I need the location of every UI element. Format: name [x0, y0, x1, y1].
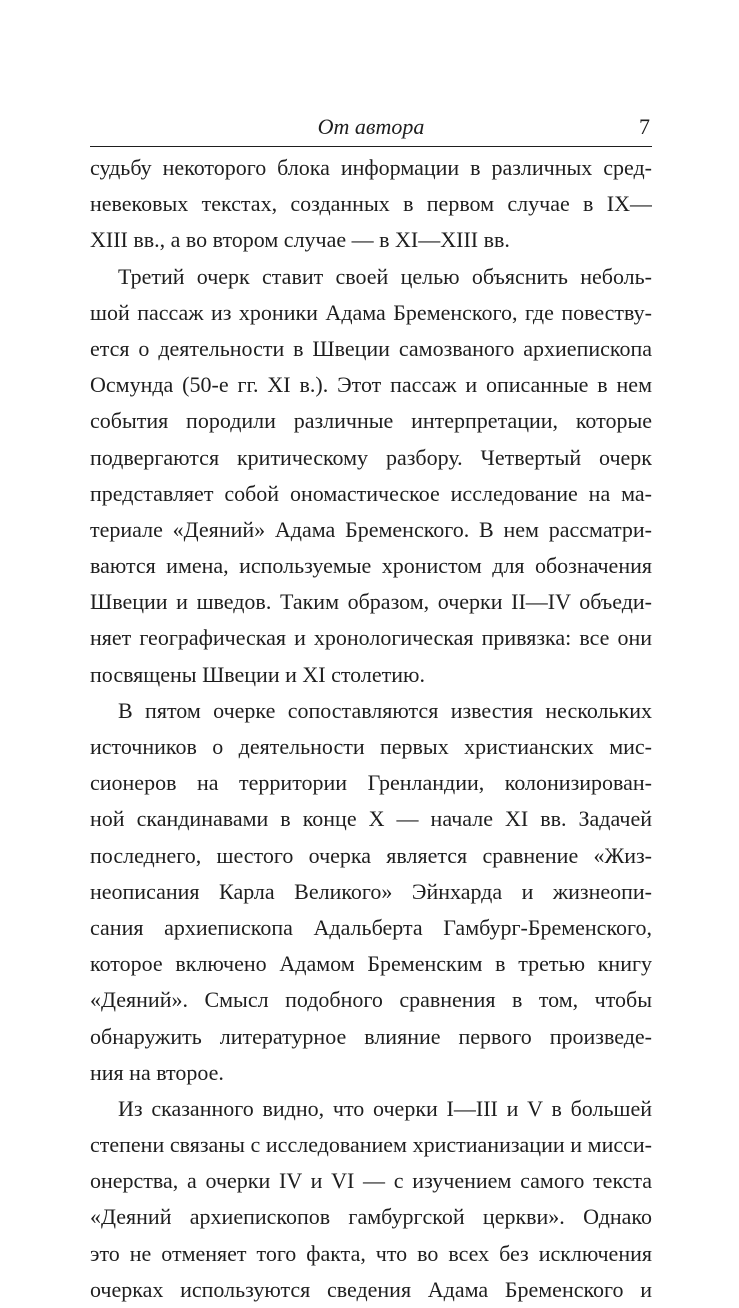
text-line: ния на второе. — [90, 1059, 224, 1085]
text-line: источников о деятельности первых христианских мис- — [90, 734, 652, 759]
text-line: онерства, а очерки IV и VI — с изучением самого текста — [90, 1168, 652, 1194]
running-title: От автора — [317, 114, 425, 139]
running-header — [90, 112, 652, 146]
page-number: 7 — [639, 114, 650, 139]
text-line: Швеции и шведов. Таким образом, очерки II—IV объеди- — [90, 589, 652, 615]
text-line: события породили различные интерпретации, которые — [90, 408, 652, 434]
paragraph — [90, 693, 652, 1091]
text-line: невековых текстах, созданных в первом случае в IX— — [90, 191, 652, 217]
paragraph — [90, 1091, 652, 1308]
text-line: териале «Деяний» Адама Бременского. В нем рассматри- — [90, 516, 652, 542]
paragraph — [90, 150, 652, 259]
text-line: сания архиепископа Адальберта Гамбург-Бременского, — [90, 914, 652, 940]
text-line: представляет собой ономастическое исследование на ма- — [90, 480, 652, 506]
text-line: обнаружить литературное влияние первого произведе- — [90, 1023, 652, 1049]
paragraph — [90, 259, 652, 693]
text-line: посвящены Швеции и XI столетию. — [90, 661, 425, 687]
text-line: последнего, шестого очерка является сравнение «Жиз- — [90, 842, 652, 868]
text-line: судьбу некоторого блока информации в различных сред- — [90, 155, 652, 180]
header-rule — [90, 146, 652, 147]
text-line: которое включено Адамом Бременским в третью книгу — [90, 951, 652, 977]
text-line: ной скандинавами в конце X — начале XI вв. Задачей — [90, 806, 652, 832]
text-line: это не отменяет того факта, что во всех без исключения — [90, 1240, 652, 1266]
text-line: В пятом очерке сопоставляются известия нескольких — [118, 697, 652, 723]
text-line: Осмунда (50-е гг. XI в.). Этот пассаж и описанные в нем — [90, 372, 652, 398]
text-line: XIII вв., а во втором случае — в XI—XIII вв. — [90, 227, 510, 253]
text-line: ваются имена, используемые хронистом для обозначения — [90, 553, 652, 579]
text-line: сионеров на территории Гренландии, колонизирован- — [90, 770, 652, 796]
text-line: подвергаются критическому разбору. Четвертый очерк — [90, 444, 652, 470]
text-line: шой пассаж из хроники Адама Бременского, где повеству- — [90, 299, 652, 325]
text-line: «Деяний». Смысл подобного сравнения в том, чтобы — [90, 987, 652, 1013]
text-line: ется о деятельности в Швеции самозваного архиепископа — [90, 335, 652, 361]
text-line: очерках используются сведения Адама Бременского и — [90, 1276, 652, 1302]
text-line: «Деяний архиепископов гамбургской церкви». Однако — [90, 1204, 652, 1230]
text-line: няет географическая и хронологическая привязка: все они — [90, 625, 652, 651]
text-line: неописания Карла Великого» Эйнхарда и жизнеопи- — [90, 878, 652, 904]
text-line: Из сказанного видно, что очерки I—III и V в большей — [118, 1095, 652, 1121]
text-line: Третий очерк ставит своей целью объяснить неболь- — [118, 263, 652, 289]
text-line: степени связаны с исследованием христианизации и мисси- — [90, 1132, 652, 1158]
body-text — [90, 150, 652, 1308]
